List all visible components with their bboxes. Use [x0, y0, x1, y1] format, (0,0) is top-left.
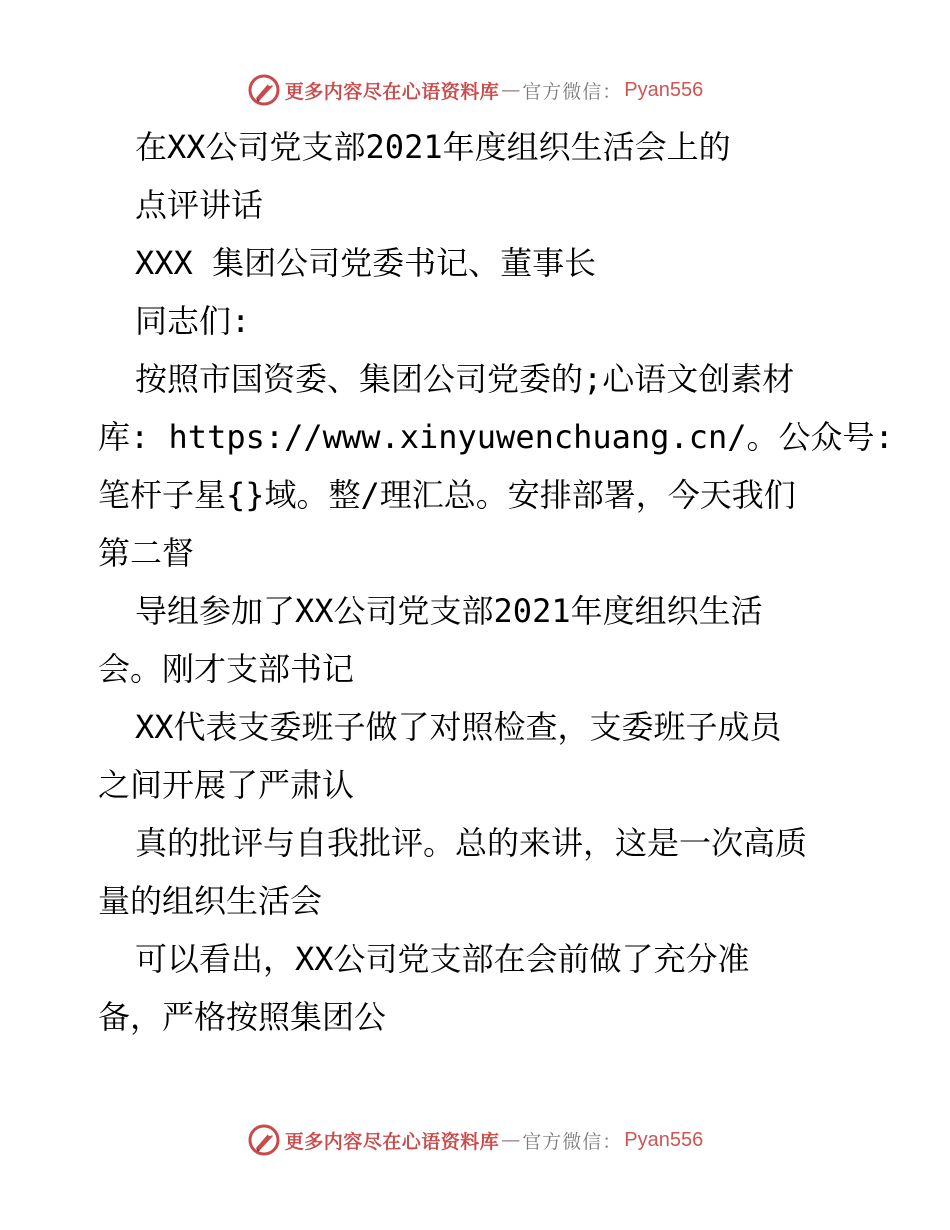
doc-line-title-1: 在XX公司党支部2021年度组织生活会上的: [135, 128, 731, 166]
doc-line: XX代表支委班子做了对照检查，支委班子成员: [135, 708, 782, 746]
doc-line: 笔杆子星{}域。整/理汇总。安排部署，今天我们: [98, 476, 796, 514]
watermark-text: 更多内容尽在心语资料库: [284, 80, 500, 103]
doc-line: 备，严格按照集团公: [98, 998, 387, 1036]
doc-line: 真的批评与自我批评。总的来讲，这是一次高质: [135, 824, 808, 862]
watermark-wechat-id: Pyan556: [624, 1128, 704, 1151]
doc-line: 量的组织生活会: [98, 882, 323, 920]
watermark-wechat-label: 官方微信：: [522, 1130, 623, 1153]
pen-logo-icon: [247, 1123, 281, 1157]
footer-watermark: [0, 1122, 950, 1158]
doc-line: 可以看出，XX公司党支部在会前做了充分准: [135, 940, 750, 978]
doc-line-title-2: 点评讲话: [135, 186, 264, 224]
header-watermark: [0, 72, 950, 108]
doc-line: 导组参加了XX公司党支部2021年度组织生活: [135, 592, 763, 630]
doc-line: 库: https://www.xinyuwenchuang.cn/。公众号:: [98, 418, 894, 456]
doc-line-salutation: 同志们:: [135, 302, 251, 340]
pen-logo-icon: [247, 73, 281, 107]
watermark-separator: —: [501, 79, 521, 101]
doc-line: 按照市国资委、集团公司党委的;心语文创素材: [135, 360, 795, 398]
doc-line: 之间开展了严肃认: [98, 766, 355, 804]
watermark-text: 更多内容尽在心语资料库: [284, 1130, 500, 1153]
watermark-wechat-label: 官方微信：: [522, 80, 623, 103]
document-body: [98, 118, 894, 1046]
watermark-wechat-id: Pyan556: [624, 78, 704, 101]
doc-line: 第二督: [98, 534, 195, 572]
doc-line-author: XXX 集团公司党委书记、董事长: [135, 244, 597, 282]
watermark-separator: —: [501, 1129, 521, 1151]
doc-line: 会。刚才支部书记: [98, 650, 355, 688]
